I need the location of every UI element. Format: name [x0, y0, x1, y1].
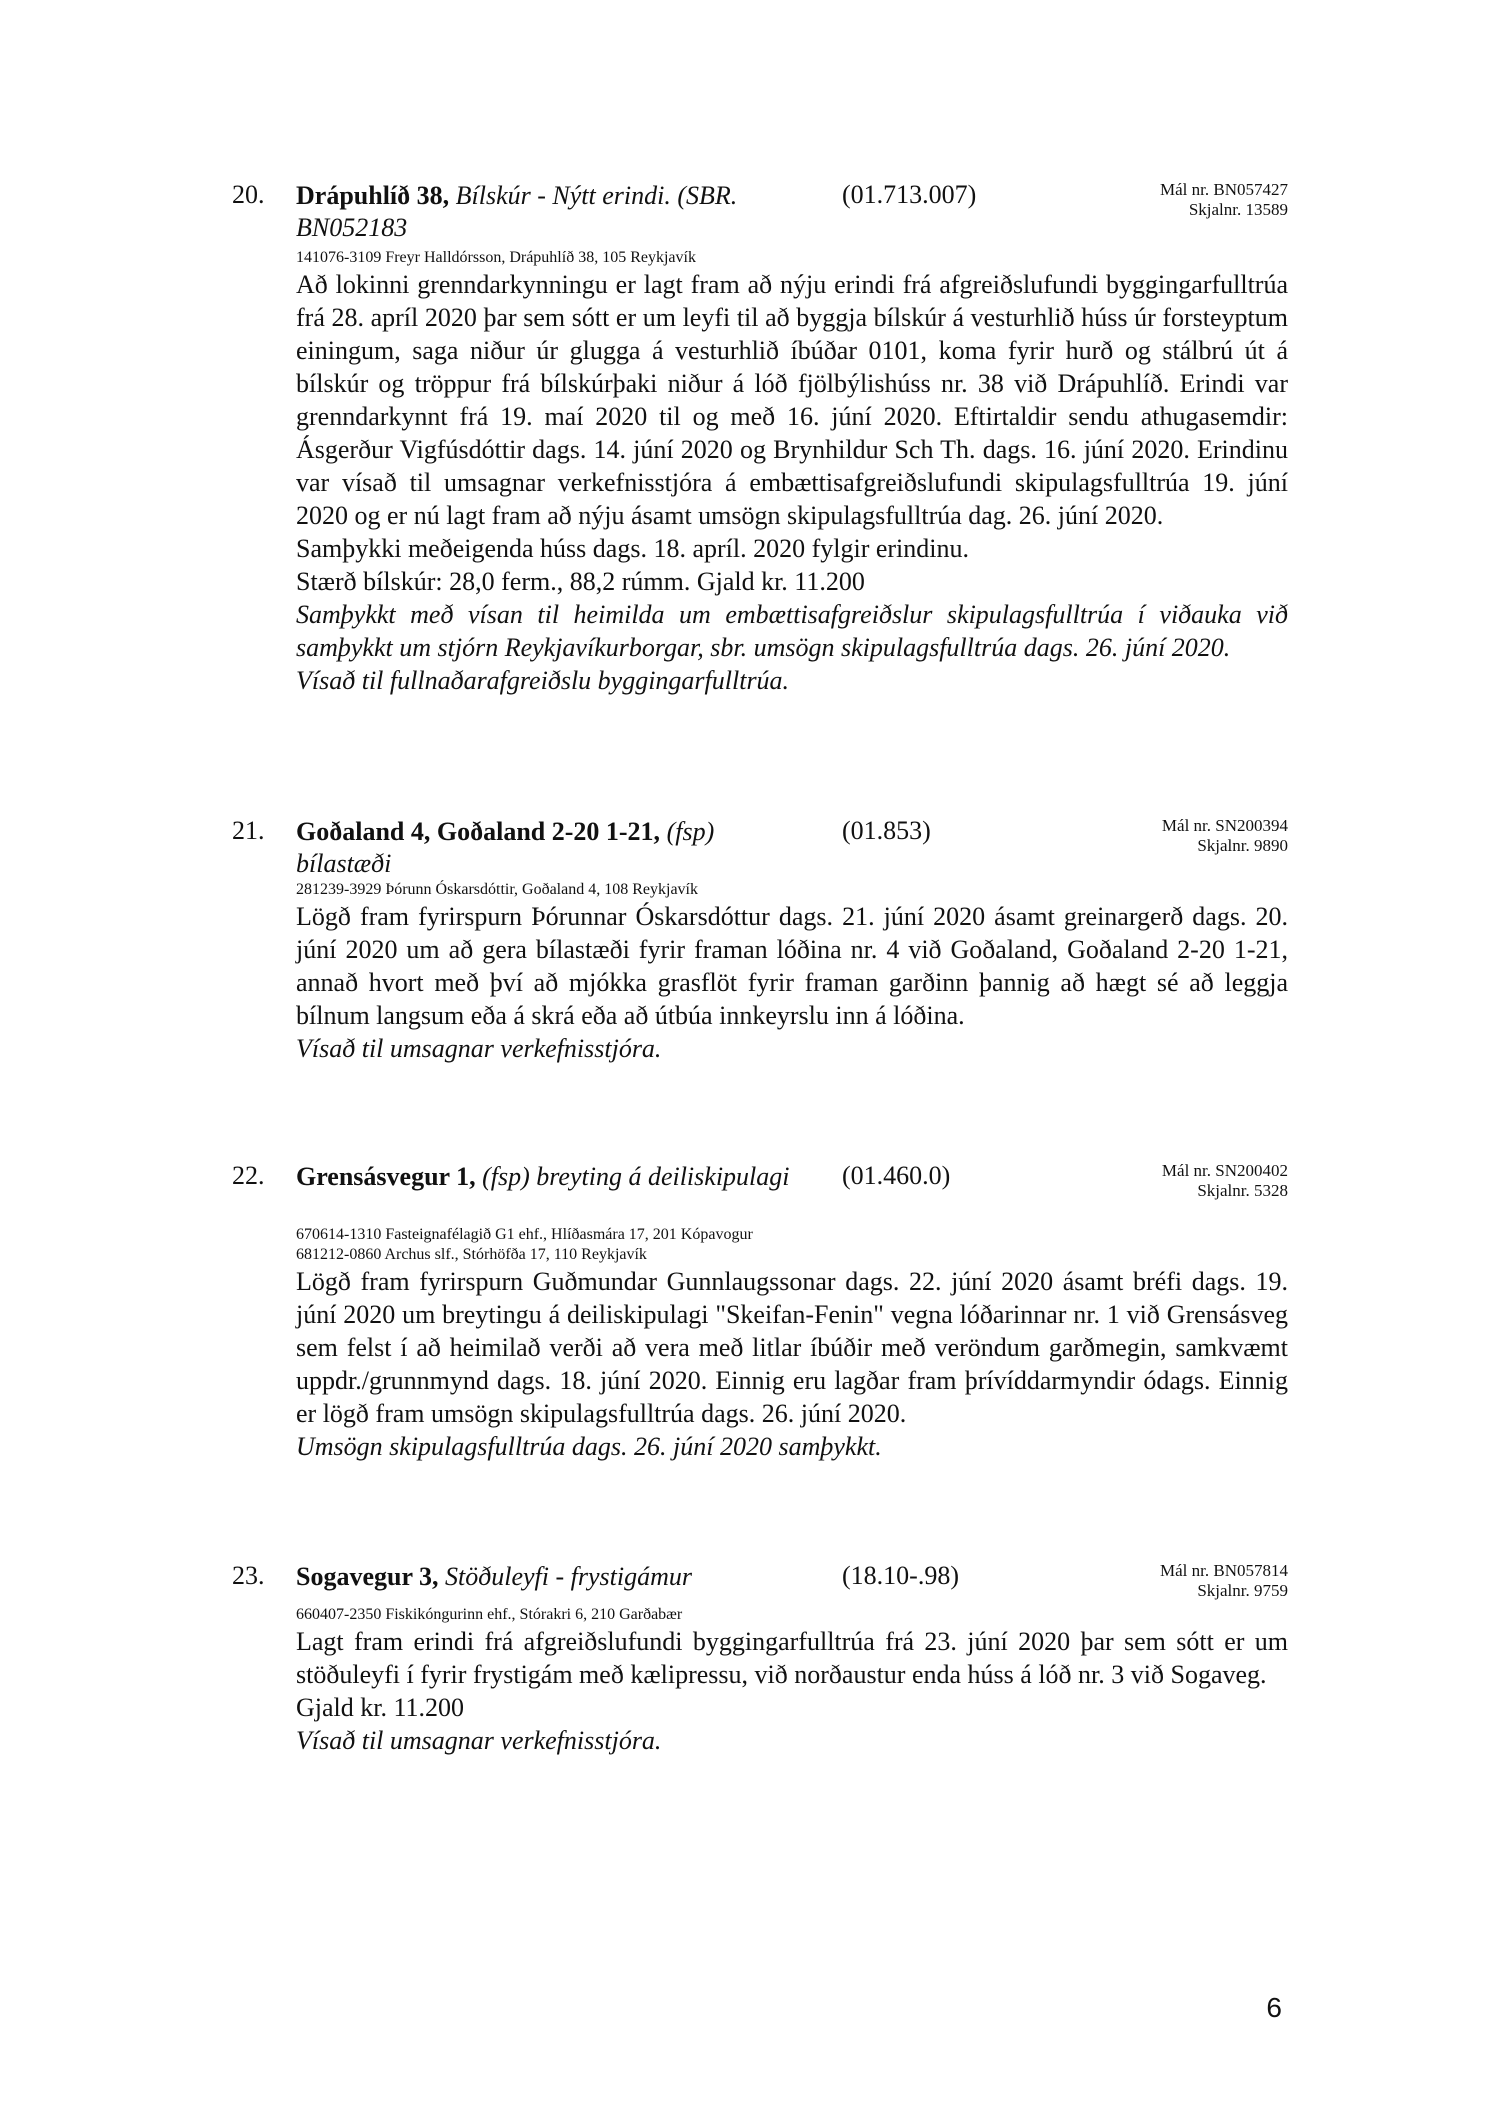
- item-number: 21.: [232, 816, 265, 845]
- item-body: [296, 248, 1288, 697]
- page-number: 6: [1266, 1992, 1282, 2023]
- document-number: Skjalnr. 9890: [1197, 836, 1288, 855]
- item-body: [296, 1225, 1288, 1463]
- item-subject: (fsp) bílastæði: [296, 817, 715, 878]
- item-extra-line: Stærð bílskúr: 28,0 ferm., 88,2 rúmm. Gjald kr. 11.200: [296, 567, 865, 596]
- item-title: [296, 180, 816, 244]
- applicant: 281239-3929 Þórunn Óskarsdóttir, Goðaland 4, 108 Reykjavík: [296, 881, 698, 898]
- document-number: Skjalnr. 9759: [1197, 1581, 1288, 1600]
- item-decision: Samþykkt með vísan til heimilda um embættisafgreiðslur skipulagsfulltrúa í viðauka við samþykkt um stjórn Reykjavíkurborgar, sbr. umsögn skipulagsfulltrúa dags. 26. júní 2020.: [296, 600, 1288, 662]
- applicant: 141076-3109 Freyr Halldórsson, Drápuhlíð 38, 105 Reykjavík: [296, 249, 696, 266]
- item-extra-line: Samþykki meðeigenda húss dags. 18. apríl. 2020 fylgir erindinu.: [296, 534, 970, 563]
- item-case-meta: [1162, 816, 1288, 856]
- item-decision: Vísað til umsagnar verkefnisstjóra.: [296, 1726, 662, 1755]
- item-subject: Stöðuleyfi - frystigámur: [445, 1562, 693, 1591]
- item-land-code: (18.10-.98): [842, 1561, 959, 1590]
- item-land-code: (01.853): [842, 816, 931, 845]
- item-subject: Bílskúr - Nýtt erindi. (SBR. BN052183: [296, 181, 738, 242]
- item-case-meta: [1162, 1161, 1288, 1201]
- item-address: Grensásvegur 1,: [296, 1162, 476, 1191]
- item-decision: Vísað til umsagnar verkefnisstjóra.: [296, 1034, 662, 1063]
- item-title: [296, 816, 816, 880]
- item-number: 22.: [232, 1161, 265, 1190]
- item-description: Lagt fram erindi frá afgreiðslufundi byggingarfulltrúa frá 23. júní 2020 þar sem sótt er um stöðuleyfi í fyrir frystigám með kælipressu, við norðaustur enda húss á lóð nr. 3 við Sogaveg.: [296, 1627, 1288, 1689]
- case-number: Mál nr. BN057814: [1160, 1561, 1288, 1580]
- item-extra-line: Gjald kr. 11.200: [296, 1693, 465, 1722]
- item-description: Að lokinni grenndarkynningu er lagt fram að nýju erindi frá afgreiðslufundi byggingarfulltrúa frá 28. apríl 2020 þar sem sótt er um leyfi til að byggja bílskúr á vesturhlið húss úr forsteyptum einingum, saga niður úr glugga á vesturhlið íbúðar 0101, koma fyrir hurð og stálbrú út á bílskúr og tröppur frá bílskúrþaki niður á lóð fjölbýlishúss nr. 38 við Drápuhlíð. Erindi var grenndarkynnt frá 19. maí 2020 til og með 16. júní 2020. Eftirtaldir sendu athugasemdir: Ásgerður Vigfúsdóttir dags. 14. júní 2020 og Brynhildur Sch Th. dags. 16. júní 2020. Erindinu var vísað til umsagnar verkefnisstjóra á embættisafgreiðslufundi skipulagsfulltrúa 19. júní 2020 og er nú lagt fram að nýju ásamt umsögn skipulagsfulltrúa dag. 26. júní 2020.: [296, 270, 1288, 530]
- item-land-code: (01.460.0): [842, 1161, 951, 1190]
- item-body: [296, 880, 1288, 1065]
- item-number: 23.: [232, 1561, 265, 1590]
- item-decision: Vísað til fullnaðarafgreiðslu byggingarfulltrúa.: [296, 666, 790, 695]
- document-number: Skjalnr. 13589: [1188, 200, 1288, 219]
- item-body: [296, 1605, 1288, 1757]
- item-case-meta: [1160, 1561, 1288, 1601]
- item-title: [296, 1161, 816, 1193]
- item-case-meta: [1160, 180, 1288, 220]
- applicant: 681212-0860 Archus slf., Stórhöfða 17, 110 Reykjavík: [296, 1246, 647, 1263]
- item-number: 20.: [232, 180, 265, 209]
- item-decision: Umsögn skipulagsfulltrúa dags. 26. júní 2020 samþykkt.: [296, 1432, 882, 1461]
- item-address: Goðaland 4, Goðaland 2-20 1-21,: [296, 817, 661, 846]
- case-number: Mál nr. SN200402: [1161, 1161, 1288, 1180]
- case-number: Mál nr. SN200394: [1161, 816, 1288, 835]
- document-number: Skjalnr. 5328: [1197, 1181, 1288, 1200]
- applicant: 660407-2350 Fiskikóngurinn ehf., Stórakri 6, 210 Garðabær: [296, 1606, 683, 1623]
- item-title: [296, 1561, 816, 1593]
- item-land-code: (01.713.007): [842, 180, 977, 209]
- applicant: 670614-1310 Fasteignafélagið G1 ehf., Hlíðasmára 17, 201 Kópavogur: [296, 1226, 753, 1243]
- item-description: Lögð fram fyrirspurn Guðmundar Gunnlaugssonar dags. 22. júní 2020 ásamt bréfi dags. 19. júní 2020 um breytingu á deiliskipulagi "Skeifan-Fenin" vegna lóðarinnar nr. 1 við Grensásveg sem felst í að heimilað verði að vera með litlar íbúðir með veröndum garðmegin, samkvæmt uppdr./grunnmynd dags. 18. júní 2020. Einnig eru lagðar fram þrívíddarmyndir ódags. Einnig er lögð fram umsögn skipulagsfulltrúa dags. 26. júní 2020.: [296, 1267, 1288, 1428]
- item-description: Lögð fram fyrirspurn Þórunnar Óskarsdóttur dags. 21. júní 2020 ásamt greinargerð dags. 20. júní 2020 um að gera bílastæði fyrir framan lóðina nr. 4 við Goðaland, Goðaland 2-20 1-21, annað hvort með því að mjókka grasflöt fyrir framan garðinn þannig að hægt sé að leggja bílnum langsum eða á skrá eða að útbúa innkeyrslu inn á lóðina.: [296, 902, 1288, 1030]
- item-address: Sogavegur 3,: [296, 1562, 439, 1591]
- item-address: Drápuhlíð 38,: [296, 181, 450, 210]
- item-subject: (fsp) breyting á deiliskipulagi: [482, 1162, 790, 1191]
- case-number: Mál nr. BN057427: [1160, 180, 1288, 199]
